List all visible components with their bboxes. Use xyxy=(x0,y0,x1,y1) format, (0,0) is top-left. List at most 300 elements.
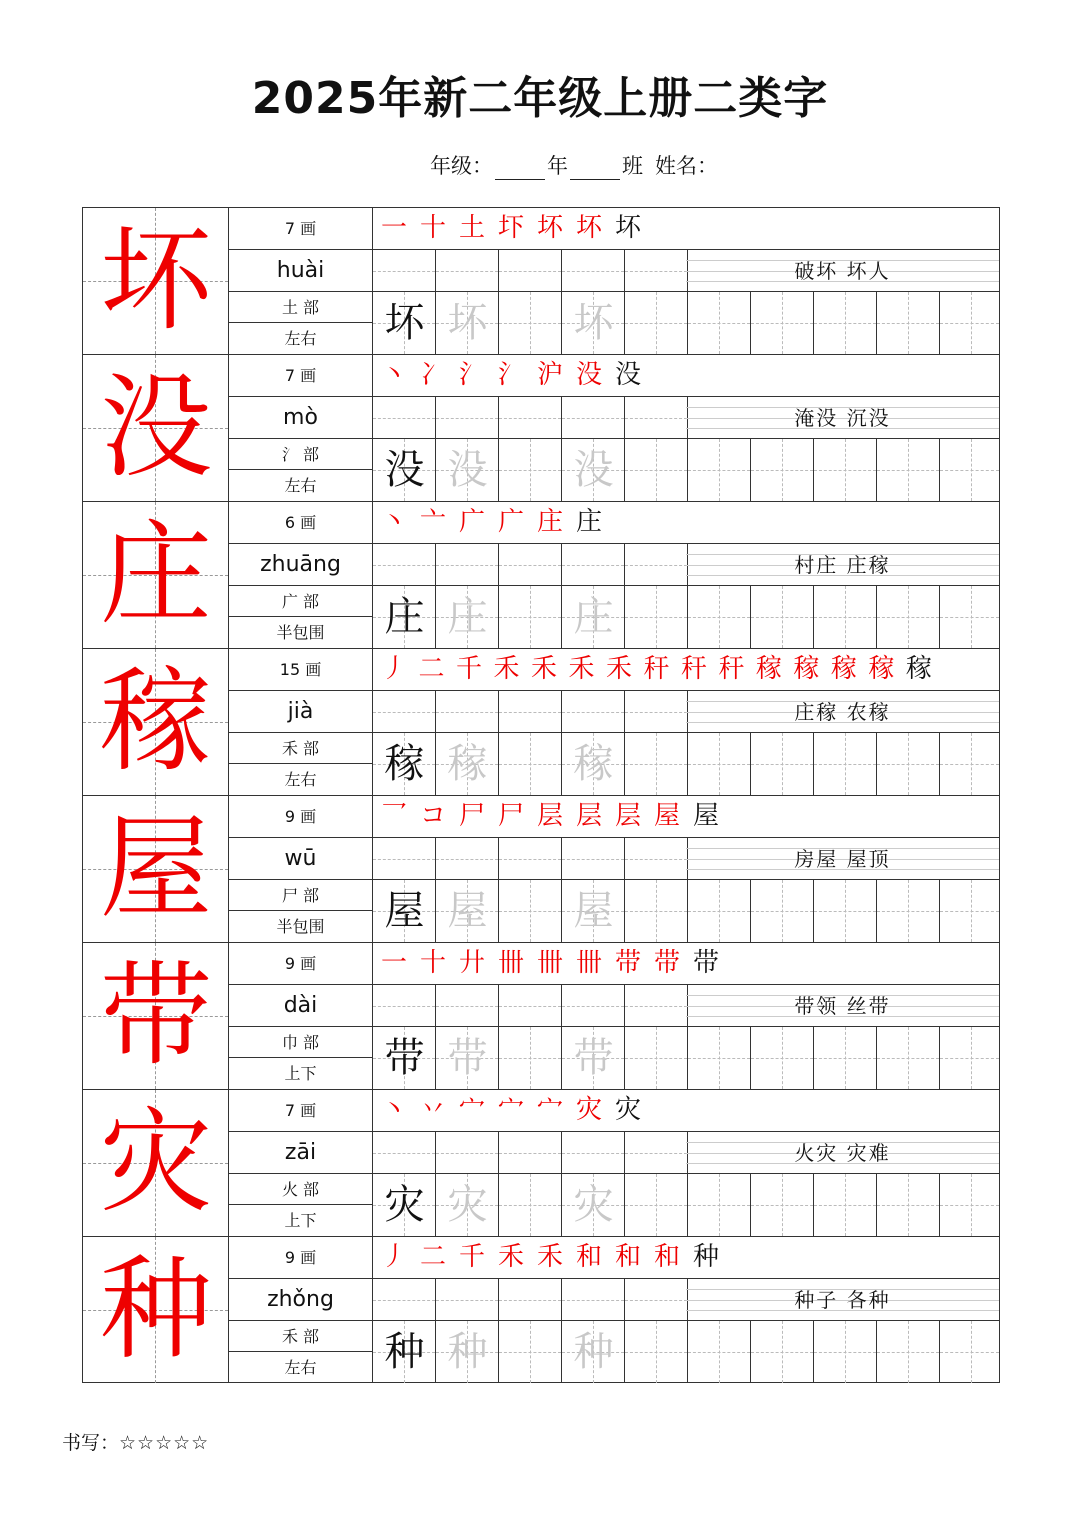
guide-line-vertical xyxy=(908,1321,909,1383)
stroke-step: 稼 xyxy=(756,654,783,684)
stroke-step: 屋 xyxy=(693,801,720,831)
radical: 尸 部 xyxy=(229,880,372,911)
guide-line-vertical xyxy=(530,439,531,501)
grade-blank[interactable] xyxy=(495,157,545,180)
guide-line-horizontal xyxy=(940,911,999,912)
pinyin: jià xyxy=(229,691,372,733)
sample-character: 庄 xyxy=(384,594,425,640)
example-words: 淹没 沉没 xyxy=(794,406,891,430)
word-practice-band xyxy=(373,838,999,880)
stroke-step: 千 xyxy=(459,1242,486,1272)
stroke-step: 秆 xyxy=(643,654,670,684)
guide-line-vertical xyxy=(908,586,909,648)
trace-character: 没 xyxy=(447,447,488,493)
model-character-cell xyxy=(83,796,229,942)
practice-cell[interactable] xyxy=(625,838,688,879)
character-row xyxy=(83,355,999,502)
class-blank[interactable] xyxy=(570,157,620,180)
stroke-step: 尸 xyxy=(459,801,486,831)
model-character: 灾 xyxy=(100,1098,212,1228)
guide-line-horizontal xyxy=(436,565,498,566)
stroke-step: 屋 xyxy=(654,801,681,831)
guide-line-horizontal xyxy=(940,1205,999,1206)
stroke-order-row xyxy=(373,649,999,691)
stroke-step: 二 xyxy=(420,1242,447,1272)
tian-zi-ge-cell[interactable] xyxy=(499,439,562,501)
tian-zi-ge-cell[interactable] xyxy=(877,292,940,354)
stroke-step: 灾 xyxy=(576,1095,603,1125)
radical: 禾 部 xyxy=(229,1321,372,1352)
copy-practice-band xyxy=(373,880,999,942)
stroke-step: 尸 xyxy=(498,801,525,831)
stroke-count: 9 画 xyxy=(229,943,372,985)
tian-zi-ge-cell[interactable] xyxy=(625,439,688,501)
stroke-order-row xyxy=(373,796,999,838)
guide-line-vertical xyxy=(719,1027,720,1089)
stroke-count: 7 画 xyxy=(229,208,372,250)
practice-cell[interactable] xyxy=(373,397,436,438)
guide-line-horizontal xyxy=(373,271,435,272)
practice-cell[interactable] xyxy=(373,544,436,585)
stroke-step: 广 xyxy=(459,507,486,537)
guide-line-vertical xyxy=(530,1027,531,1089)
character-info xyxy=(229,355,373,501)
practice-cell[interactable] xyxy=(436,397,499,438)
practice-cell[interactable] xyxy=(499,397,562,438)
structure: 左右 xyxy=(284,476,317,495)
class-label: 班 xyxy=(622,154,643,178)
stroke-step: 层 xyxy=(615,801,642,831)
tian-zi-ge-cell[interactable] xyxy=(877,1174,940,1236)
stroke-step: 禾 xyxy=(568,654,595,684)
tian-zi-ge-cell[interactable] xyxy=(877,1321,940,1383)
practice-cell[interactable] xyxy=(499,250,562,291)
guide-line-horizontal xyxy=(562,859,624,860)
tian-zi-ge-cell[interactable] xyxy=(688,439,751,501)
character-info xyxy=(229,208,373,354)
practice-cell[interactable] xyxy=(373,1279,436,1320)
tian-zi-ge-cell[interactable] xyxy=(940,880,999,942)
practice-cell[interactable] xyxy=(373,691,436,732)
guide-line-vertical xyxy=(530,1321,531,1383)
guide-line-horizontal xyxy=(436,271,498,272)
guide-line-horizontal xyxy=(373,418,435,419)
tian-zi-ge-cell[interactable] xyxy=(499,586,562,648)
word-practice-band xyxy=(373,397,999,439)
tian-zi-ge-cell[interactable] xyxy=(940,292,999,354)
trace-character: 坏 xyxy=(573,300,614,346)
tian-zi-ge-cell[interactable] xyxy=(688,586,751,648)
tian-zi-ge-cell[interactable] xyxy=(499,1174,562,1236)
guide-line-horizontal xyxy=(562,712,624,713)
guide-line-vertical xyxy=(845,880,846,942)
tian-zi-ge-cell[interactable] xyxy=(499,1321,562,1383)
guide-line-vertical xyxy=(971,439,972,501)
tian-zi-ge-cell[interactable] xyxy=(625,1174,688,1236)
tian-zi-ge-cell[interactable] xyxy=(751,1027,814,1089)
stroke-step: 灾 xyxy=(615,1095,642,1125)
guide-line-vertical xyxy=(908,439,909,501)
trace-character: 稼 xyxy=(447,741,488,787)
model-character: 带 xyxy=(100,951,212,1081)
word-practice-band xyxy=(373,691,999,733)
stroke-step: 禾 xyxy=(606,654,633,684)
stroke-step: 丿 xyxy=(381,654,408,684)
stroke-step: 稼 xyxy=(831,654,858,684)
stroke-step: 一 xyxy=(381,948,408,978)
copy-practice-band xyxy=(373,1027,999,1089)
character-info xyxy=(229,649,373,795)
sample-character: 带 xyxy=(384,1035,425,1081)
practice-cell[interactable] xyxy=(625,1132,688,1173)
page-title: 2025年新二年级上册二类字 xyxy=(251,73,829,124)
grade-label: 年级： xyxy=(430,154,493,178)
stroke-step: 廾 xyxy=(459,948,486,978)
tian-zi-ge-cell[interactable] xyxy=(814,1321,877,1383)
practice-cell[interactable] xyxy=(499,838,562,879)
tian-zi-ge-cell[interactable] xyxy=(940,1174,999,1236)
practice-cell[interactable] xyxy=(562,1132,625,1173)
practice-cell[interactable] xyxy=(436,985,499,1026)
stroke-step: 丶 xyxy=(381,1095,408,1125)
stroke-step: 圷 xyxy=(498,213,525,243)
guide-line-vertical xyxy=(908,1027,909,1089)
stroke-step: 庄 xyxy=(576,507,603,537)
tian-zi-ge-cell[interactable] xyxy=(751,439,814,501)
copy-practice-band xyxy=(373,439,999,501)
copy-practice-band xyxy=(373,292,999,354)
star-rating-icons[interactable]: ☆☆☆☆☆ xyxy=(119,1432,210,1454)
guide-line-vertical xyxy=(782,733,783,795)
tian-zi-ge-cell[interactable] xyxy=(877,586,940,648)
practice-cell[interactable] xyxy=(436,1279,499,1320)
guide-line-vertical xyxy=(845,586,846,648)
tian-zi-ge-cell[interactable] xyxy=(688,1321,751,1383)
character-info xyxy=(229,1237,373,1383)
structure: 左右 xyxy=(284,1358,317,1377)
guide-line-vertical xyxy=(908,880,909,942)
practice-cell[interactable] xyxy=(562,691,625,732)
trace-character: 没 xyxy=(573,447,614,493)
guide-line-vertical xyxy=(845,1027,846,1089)
radical: 广 部 xyxy=(229,586,372,617)
guide-line-vertical xyxy=(971,1174,972,1236)
model-character-cell xyxy=(83,208,229,354)
guide-line-horizontal xyxy=(940,1058,999,1059)
tian-zi-ge-cell[interactable] xyxy=(751,880,814,942)
trace-character: 灾 xyxy=(447,1182,488,1228)
pinyin: wū xyxy=(229,838,372,880)
stroke-count: 15 画 xyxy=(229,649,372,691)
guide-line-horizontal xyxy=(625,859,687,860)
practice-cell[interactable] xyxy=(562,544,625,585)
stroke-step: 十 xyxy=(420,948,447,978)
tian-zi-ge-cell[interactable] xyxy=(751,586,814,648)
stroke-count: 7 画 xyxy=(229,1090,372,1132)
copy-practice-band xyxy=(373,1174,999,1236)
tian-zi-ge-cell[interactable] xyxy=(814,1174,877,1236)
model-character: 稼 xyxy=(100,657,212,787)
radical: 禾 部 xyxy=(229,733,372,764)
tian-zi-ge-cell[interactable] xyxy=(751,733,814,795)
guide-line-horizontal xyxy=(562,1153,624,1154)
guide-line-vertical xyxy=(782,586,783,648)
example-words: 房屋 屋顶 xyxy=(794,847,891,871)
guide-line-horizontal xyxy=(436,712,498,713)
guide-line-vertical xyxy=(530,1174,531,1236)
tian-zi-ge-cell[interactable] xyxy=(814,880,877,942)
stroke-step: 禾 xyxy=(498,1242,525,1272)
guide-line-vertical xyxy=(971,586,972,648)
practice-cell[interactable] xyxy=(562,250,625,291)
tian-zi-ge-cell[interactable] xyxy=(814,586,877,648)
trace-character: 带 xyxy=(447,1035,488,1081)
tian-zi-ge-cell[interactable] xyxy=(625,1027,688,1089)
model-character-cell xyxy=(83,502,229,648)
stroke-step: 没 xyxy=(576,360,603,390)
guide-line-horizontal xyxy=(625,271,687,272)
tian-zi-ge-cell[interactable] xyxy=(940,439,999,501)
tian-zi-ge-cell[interactable] xyxy=(625,586,688,648)
character-row xyxy=(83,502,999,649)
character-row xyxy=(83,943,999,1090)
guide-line-horizontal xyxy=(499,859,561,860)
guide-line-vertical xyxy=(656,1321,657,1383)
guide-line-vertical xyxy=(782,439,783,501)
tian-zi-ge-cell[interactable] xyxy=(688,1027,751,1089)
guide-line-horizontal xyxy=(373,712,435,713)
stroke-count: 9 画 xyxy=(229,796,372,838)
tian-zi-ge-cell[interactable] xyxy=(499,880,562,942)
tian-zi-ge-cell[interactable] xyxy=(814,439,877,501)
example-words: 火灾 灾难 xyxy=(794,1141,891,1165)
character-info xyxy=(229,796,373,942)
tian-zi-ge-cell[interactable] xyxy=(877,439,940,501)
practice-cell[interactable] xyxy=(436,838,499,879)
example-words: 带领 丝带 xyxy=(794,994,891,1018)
stroke-count: 9 画 xyxy=(229,1237,372,1279)
tian-zi-ge-cell[interactable] xyxy=(499,733,562,795)
guide-line-horizontal xyxy=(436,1006,498,1007)
stroke-step: 广 xyxy=(498,507,525,537)
guide-line-horizontal xyxy=(499,1153,561,1154)
model-character: 种 xyxy=(100,1245,212,1375)
guide-line-horizontal xyxy=(373,565,435,566)
copy-practice-band xyxy=(373,586,999,648)
tian-zi-ge-cell[interactable] xyxy=(814,292,877,354)
guide-line-vertical xyxy=(719,1174,720,1236)
stroke-count: 7 画 xyxy=(229,355,372,397)
practice-cell[interactable] xyxy=(436,1132,499,1173)
stroke-step: 千 xyxy=(456,654,483,684)
practice-cell[interactable] xyxy=(436,250,499,291)
practice-cell[interactable] xyxy=(625,544,688,585)
practice-cell[interactable] xyxy=(436,544,499,585)
guide-line-vertical xyxy=(656,1027,657,1089)
tian-zi-ge-cell[interactable] xyxy=(751,1321,814,1383)
tian-zi-ge-cell[interactable] xyxy=(940,586,999,648)
practice-cell[interactable] xyxy=(625,250,688,291)
tian-zi-ge-cell[interactable] xyxy=(877,733,940,795)
stroke-step: 一 xyxy=(381,213,408,243)
guide-line-vertical xyxy=(845,292,846,354)
tian-zi-ge-cell[interactable] xyxy=(625,880,688,942)
tian-zi-ge-cell[interactable] xyxy=(940,733,999,795)
practice-cell[interactable] xyxy=(562,985,625,1026)
example-words: 破坏 坏人 xyxy=(794,259,891,283)
copy-practice-band xyxy=(373,733,999,795)
guide-line-horizontal xyxy=(940,323,999,324)
tian-zi-ge-cell[interactable] xyxy=(688,1174,751,1236)
guide-line-vertical xyxy=(845,1321,846,1383)
example-words: 村庄 庄稼 xyxy=(794,553,891,577)
stroke-step: 氵 xyxy=(459,360,486,390)
tian-zi-ge-cell[interactable] xyxy=(625,1321,688,1383)
pinyin: zhuāng xyxy=(229,544,372,586)
tian-zi-ge-cell[interactable] xyxy=(877,1027,940,1089)
tian-zi-ge-cell[interactable] xyxy=(625,292,688,354)
guide-line-vertical xyxy=(719,292,720,354)
guide-line-vertical xyxy=(782,1174,783,1236)
guide-line-horizontal xyxy=(373,859,435,860)
guide-line-horizontal xyxy=(373,1153,435,1154)
stroke-step: 和 xyxy=(576,1242,603,1272)
stroke-step: 卌 xyxy=(576,948,603,978)
practice-cell[interactable] xyxy=(499,691,562,732)
practice-cell[interactable] xyxy=(373,838,436,879)
tian-zi-ge-cell[interactable] xyxy=(751,1174,814,1236)
trace-character: 屋 xyxy=(573,888,614,934)
practice-cell[interactable] xyxy=(625,1279,688,1320)
structure: 半包围 xyxy=(276,917,325,936)
writing-sheet xyxy=(82,207,1000,1383)
writing-rating-label: 书写： xyxy=(62,1432,120,1454)
stroke-step: 土 xyxy=(459,213,486,243)
pinyin: dài xyxy=(229,985,372,1027)
guide-line-vertical xyxy=(530,880,531,942)
model-character-cell xyxy=(83,1237,229,1383)
stroke-step: 卌 xyxy=(498,948,525,978)
stroke-step: 沪 xyxy=(537,360,564,390)
footer xyxy=(62,1428,209,1455)
practice-cell[interactable] xyxy=(625,985,688,1026)
model-character-cell xyxy=(83,649,229,795)
practice-cell[interactable] xyxy=(562,397,625,438)
guide-line-horizontal xyxy=(562,271,624,272)
practice-cell[interactable] xyxy=(562,1279,625,1320)
sample-character: 没 xyxy=(384,447,425,493)
practice-cell[interactable] xyxy=(499,544,562,585)
stroke-order-row xyxy=(373,943,999,985)
guide-line-vertical xyxy=(782,880,783,942)
guide-line-vertical xyxy=(656,439,657,501)
stroke-step: 十 xyxy=(420,213,447,243)
pinyin: zāi xyxy=(229,1132,372,1174)
stroke-step: 二 xyxy=(418,654,445,684)
guide-line-vertical xyxy=(719,1321,720,1383)
guide-line-vertical xyxy=(656,1174,657,1236)
guide-line-horizontal xyxy=(499,1300,561,1301)
practice-cell[interactable] xyxy=(625,691,688,732)
stroke-step: 稼 xyxy=(868,654,895,684)
stroke-step: 禾 xyxy=(537,1242,564,1272)
stroke-step: 丶 xyxy=(381,507,408,537)
trace-character: 灾 xyxy=(573,1182,614,1228)
tian-zi-ge-cell[interactable] xyxy=(499,292,562,354)
structure: 半包围 xyxy=(276,623,325,642)
word-practice-band xyxy=(373,250,999,292)
stroke-step: 禾 xyxy=(493,654,520,684)
tian-zi-ge-cell[interactable] xyxy=(877,880,940,942)
stroke-step: 坏 xyxy=(615,213,642,243)
tian-zi-ge-cell[interactable] xyxy=(814,1027,877,1089)
tian-zi-ge-cell[interactable] xyxy=(688,292,751,354)
example-words: 庄稼 农稼 xyxy=(794,700,891,724)
tian-zi-ge-cell[interactable] xyxy=(688,733,751,795)
stroke-step: 秆 xyxy=(718,654,745,684)
guide-line-horizontal xyxy=(940,617,999,618)
stroke-order-row xyxy=(373,208,999,250)
tian-zi-ge-cell[interactable] xyxy=(940,1027,999,1089)
stroke-step: 坏 xyxy=(537,213,564,243)
stroke-step: 层 xyxy=(537,801,564,831)
guide-line-vertical xyxy=(719,880,720,942)
stroke-step: 禾 xyxy=(531,654,558,684)
stroke-step: コ xyxy=(420,801,447,831)
practice-cell[interactable] xyxy=(373,985,436,1026)
tian-zi-ge-cell[interactable] xyxy=(751,292,814,354)
character-row xyxy=(83,649,999,796)
trace-character: 种 xyxy=(573,1329,614,1375)
stroke-step: 和 xyxy=(654,1242,681,1272)
practice-cell[interactable] xyxy=(562,838,625,879)
tian-zi-ge-cell[interactable] xyxy=(814,733,877,795)
stroke-step: 丿 xyxy=(381,1242,408,1272)
guide-line-horizontal xyxy=(499,712,561,713)
practice-cell[interactable] xyxy=(373,250,436,291)
model-character: 屋 xyxy=(100,804,212,934)
practice-cell[interactable] xyxy=(373,1132,436,1173)
character-info xyxy=(229,1090,373,1236)
copy-practice-band xyxy=(373,1321,999,1383)
word-practice-band xyxy=(373,985,999,1027)
tian-zi-ge-cell[interactable] xyxy=(940,1321,999,1383)
guide-line-horizontal xyxy=(940,1352,999,1353)
guide-line-vertical xyxy=(845,733,846,795)
structure: 上下 xyxy=(284,1064,317,1083)
tian-zi-ge-cell[interactable] xyxy=(499,1027,562,1089)
tian-zi-ge-cell[interactable] xyxy=(688,880,751,942)
guide-line-vertical xyxy=(530,733,531,795)
practice-cell[interactable] xyxy=(625,397,688,438)
guide-line-vertical xyxy=(971,1027,972,1089)
guide-line-vertical xyxy=(656,292,657,354)
guide-line-horizontal xyxy=(436,859,498,860)
stroke-step: 宀 xyxy=(537,1095,564,1125)
sample-character: 坏 xyxy=(384,300,425,346)
character-row xyxy=(83,1090,999,1237)
guide-line-vertical xyxy=(908,733,909,795)
stroke-step: 带 xyxy=(615,948,642,978)
practice-cell[interactable] xyxy=(436,691,499,732)
practice-cell[interactable] xyxy=(499,985,562,1026)
tian-zi-ge-cell[interactable] xyxy=(625,733,688,795)
stroke-step: 冫 xyxy=(420,360,447,390)
guide-line-horizontal xyxy=(562,565,624,566)
practice-cell[interactable] xyxy=(499,1132,562,1173)
word-practice-band xyxy=(373,1132,999,1174)
practice-cell[interactable] xyxy=(499,1279,562,1320)
